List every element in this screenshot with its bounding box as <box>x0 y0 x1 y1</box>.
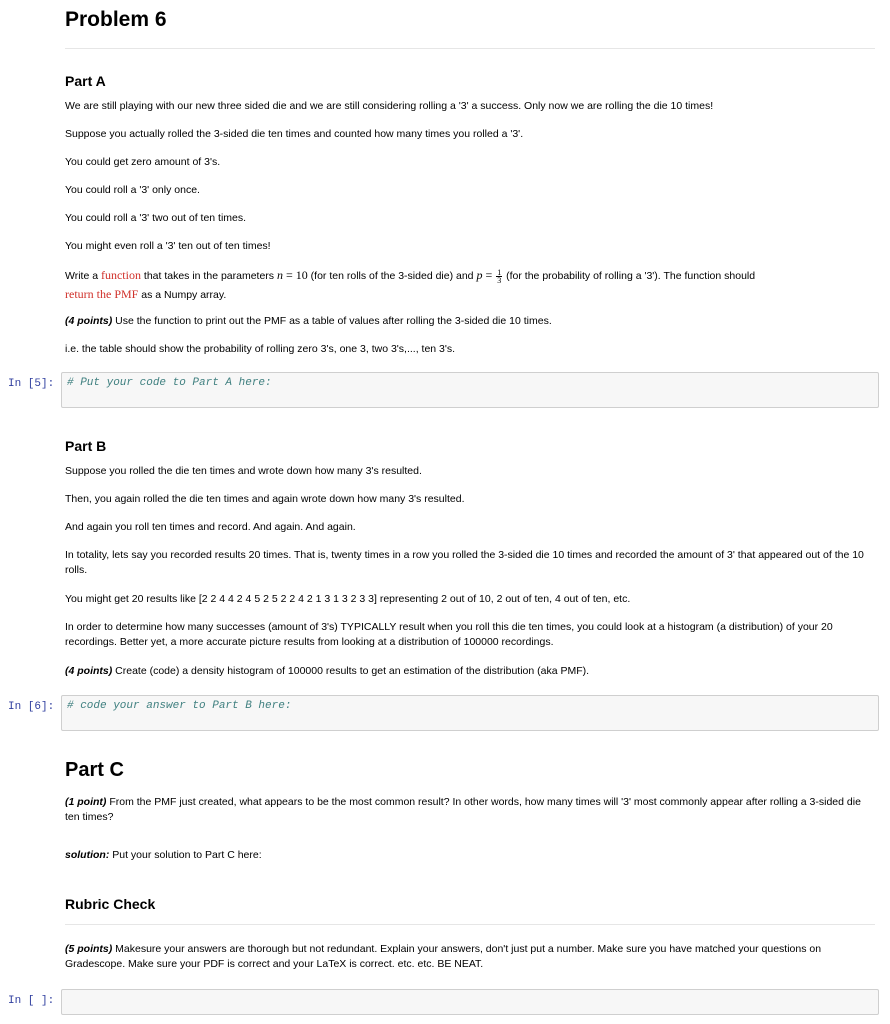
part-a-points-label: (4 points) <box>65 315 113 327</box>
part-b-paragraph-3: And again you roll ten times and record. And again. And again. <box>65 521 356 533</box>
part-c-points-label: (1 point) <box>65 796 107 808</box>
code-cell-6[interactable] <box>61 695 879 731</box>
rubric-points <box>65 942 877 972</box>
code-cell-5[interactable] <box>61 372 879 408</box>
part-b-paragraph-1: Suppose you rolled the die ten times and wrote down how many 3's resulted. <box>65 465 422 477</box>
return-pmf-highlight: return the PMF <box>65 287 139 301</box>
part-a-paragraph-3: You could get zero amount of 3's. <box>65 156 221 168</box>
part-b-paragraph-2: Then, you again rolled the die ten times and again wrote down how many 3's resulted. <box>65 493 465 505</box>
write-pre-text: Write a <box>65 270 101 282</box>
part-a-heading: Part A <box>65 73 106 89</box>
part-a-points <box>65 314 877 329</box>
function-highlight: function <box>100 268 141 282</box>
math-eq2: = <box>482 268 496 282</box>
fraction-one-third <box>496 269 502 284</box>
rubric-points-label: (5 points) <box>65 943 113 955</box>
cell-empty-prompt: In [ ]: <box>8 995 55 1007</box>
part-b-paragraph-5: You might get 20 results like [2 2 4 4 2 4 5 2 5 2 2 4 2 1 3 1 3 2 3 3] representing 2 out of 10, 2 out of ten, 4 out of ten, etc. <box>65 593 631 605</box>
write-mid3-text: (for the probability of rolling a '3'). The function should <box>503 270 756 282</box>
part-b-paragraph-4: In totality, lets say you recorded results 20 times. That is, twenty times in a row you rolled the 3-sided die 10 times and recorded the amount of 3' that appeared out of the 10 rolls. <box>65 549 864 576</box>
rubric-divider <box>65 924 875 925</box>
part-c-solution-text: Put your solution to Part C here: <box>109 849 262 861</box>
part-c-solution <box>65 848 877 863</box>
part-c-heading: Part C <box>65 759 124 781</box>
part-a-points-text: Use the function to print out the PMF as a table of values after rolling the 3-sided die 10 times. <box>112 315 552 327</box>
part-b-heading: Part B <box>65 438 107 454</box>
cell-6-prompt: In [6]: <box>8 701 55 713</box>
part-a-paragraph-5: You could roll a '3' two out of ten times. <box>65 212 247 224</box>
cell-5-prompt: In [5]: <box>8 378 55 390</box>
code-cell-empty[interactable] <box>61 989 879 1015</box>
write-mid1-text: that takes in the parameters <box>140 270 277 282</box>
math-n-expression <box>277 268 308 282</box>
part-c-points <box>65 795 877 825</box>
part-a-ie: i.e. the table should show the probability of rolling zero 3's, one 3, two 3's,..., ten 3's. <box>65 343 456 355</box>
fraction-numerator: 1 <box>497 267 502 277</box>
code-cell-6-comment[interactable]: # code your answer to Part B here: <box>67 700 292 712</box>
part-c-solution-label: solution: <box>65 849 110 861</box>
rubric-points-text: Makesure your answers are thorough but not redundant. Explain your answers, don't just put a number. Make sure you have matched your questions on Gradescope. Make sure your PDF is correct and your LaTeX is correct. etc. etc. BE NEAT. <box>65 943 822 970</box>
part-c-points-text: From the PMF just created, what appears to be the most common result? In other words, how many times will '3' most commonly appear after rolling a 3-sided die ten times? <box>65 796 861 823</box>
math-p-expression <box>476 267 503 285</box>
problem-title: Problem 6 <box>65 8 167 31</box>
fraction-denominator: 3 <box>497 275 502 285</box>
part-b-points-label: (4 points) <box>65 665 113 677</box>
code-cell-5-comment[interactable]: # Put your code to Part A here: <box>67 377 272 389</box>
part-a-paragraph-6: You might even roll a '3' ten out of ten times! <box>65 240 271 252</box>
title-divider <box>65 48 875 49</box>
part-a-paragraph-2: Suppose you actually rolled the 3-sided die ten times and counted how many times you rolled a '3'. <box>65 128 524 140</box>
math-eq1: = 10 <box>282 268 308 282</box>
math-p: p <box>476 268 483 282</box>
part-b-points-text: Create (code) a density histogram of 100000 results to get an estimation of the distribution (aka PMF). <box>112 665 590 677</box>
write-end-text: as a Numpy array. <box>138 289 227 301</box>
part-b-paragraph-6: In order to determine how many successes (amount of 3's) TYPICALLY result when you roll this die ten times, you could look at a histogram (a distribution) of your 20 recordings. Better yet, a more accurate picture results from looking at a distribution of 100000 recordings. <box>65 621 833 648</box>
math-n: n <box>276 268 283 282</box>
rubric-heading: Rubric Check <box>65 896 156 912</box>
part-a-paragraph-4: You could roll a '3' only once. <box>65 184 200 196</box>
part-b-points <box>65 664 877 679</box>
part-a-function-instructions <box>65 266 877 304</box>
write-mid2-text: (for ten rolls of the 3-sided die) and <box>307 270 477 282</box>
part-a-paragraph-1: We are still playing with our new three sided die and we are still considering rolling a '3' a success. Only now we are rolling the die 10 times! <box>65 100 714 112</box>
